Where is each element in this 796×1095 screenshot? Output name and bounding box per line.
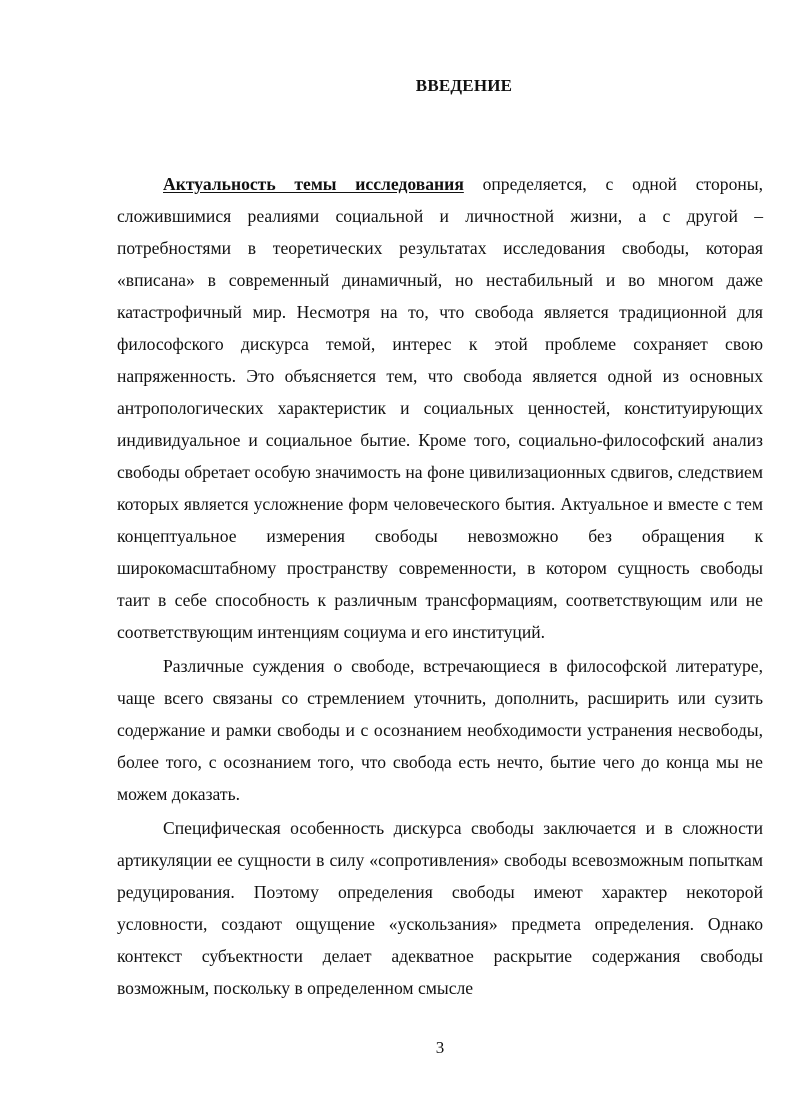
page-title: ВВЕДЕНИЕ [415, 76, 513, 95]
paragraph-relevance [117, 168, 763, 648]
paragraph-discourse [117, 812, 763, 1004]
paragraph-text: Специфическая особенность дискурса свободы заключается и в сложности артикуляции ее сущности в силу «сопротивления» свободы всевозможным попыткам редуцирования. Поэтому определения свободы имеют характер некоторой условности, создают ощущение «ускользания» предмета определения. Однако контекст субъектности делает адекватное раскрытие содержания свободы возможным, поскольку в определенном смысле [117, 818, 763, 998]
body-text [117, 168, 763, 1004]
paragraph-judgments [117, 650, 763, 810]
relevance-lead-phrase: Актуальность темы исследования [163, 174, 464, 194]
page-number: 3 [435, 1038, 445, 1057]
paragraph-text: определяется, с одной стороны, сложившимися реалиями социальной и личностной жизни, а с другой – потребностями в теоретических результатах исследования свободы, которая «вписана» в современный динамичный, но нестабильный и во многом даже катастрофичный мир. Несмотря на то, что свобода является традиционной для философского дискурса темой, интерес к этой проблеме сохраняет свою напряженность. Это объясняется тем, что свобода является одной из основных антропологических характеристик и социальных ценностей, конституирующих индивидуальное и социальное бытие. Кроме того, социально-философский анализ свободы обретает особую значимость на фоне цивилизационных сдвигов, следствием которых является усложнение форм человеческого бытия. Актуальное и вместе с тем концептуальное измерения свободы невозможно без обращения к широкомасштабному пространству современности, в котором сущность свободы таит в себе способность к различным трансформациям, соответствующим или не соответствующим интенциям социума и его институций. [117, 174, 764, 642]
paragraph-text: Различные суждения о свободе, встречающиеся в философской литературе, чаще всего связаны со стремлением уточнить, дополнить, расширить или сузить содержание и рамки свободы и с осознанием необходимости устранения несвободы, более того, с осознанием того, что свобода есть нечто, бытие чего до конца мы не можем доказать. [117, 656, 763, 804]
